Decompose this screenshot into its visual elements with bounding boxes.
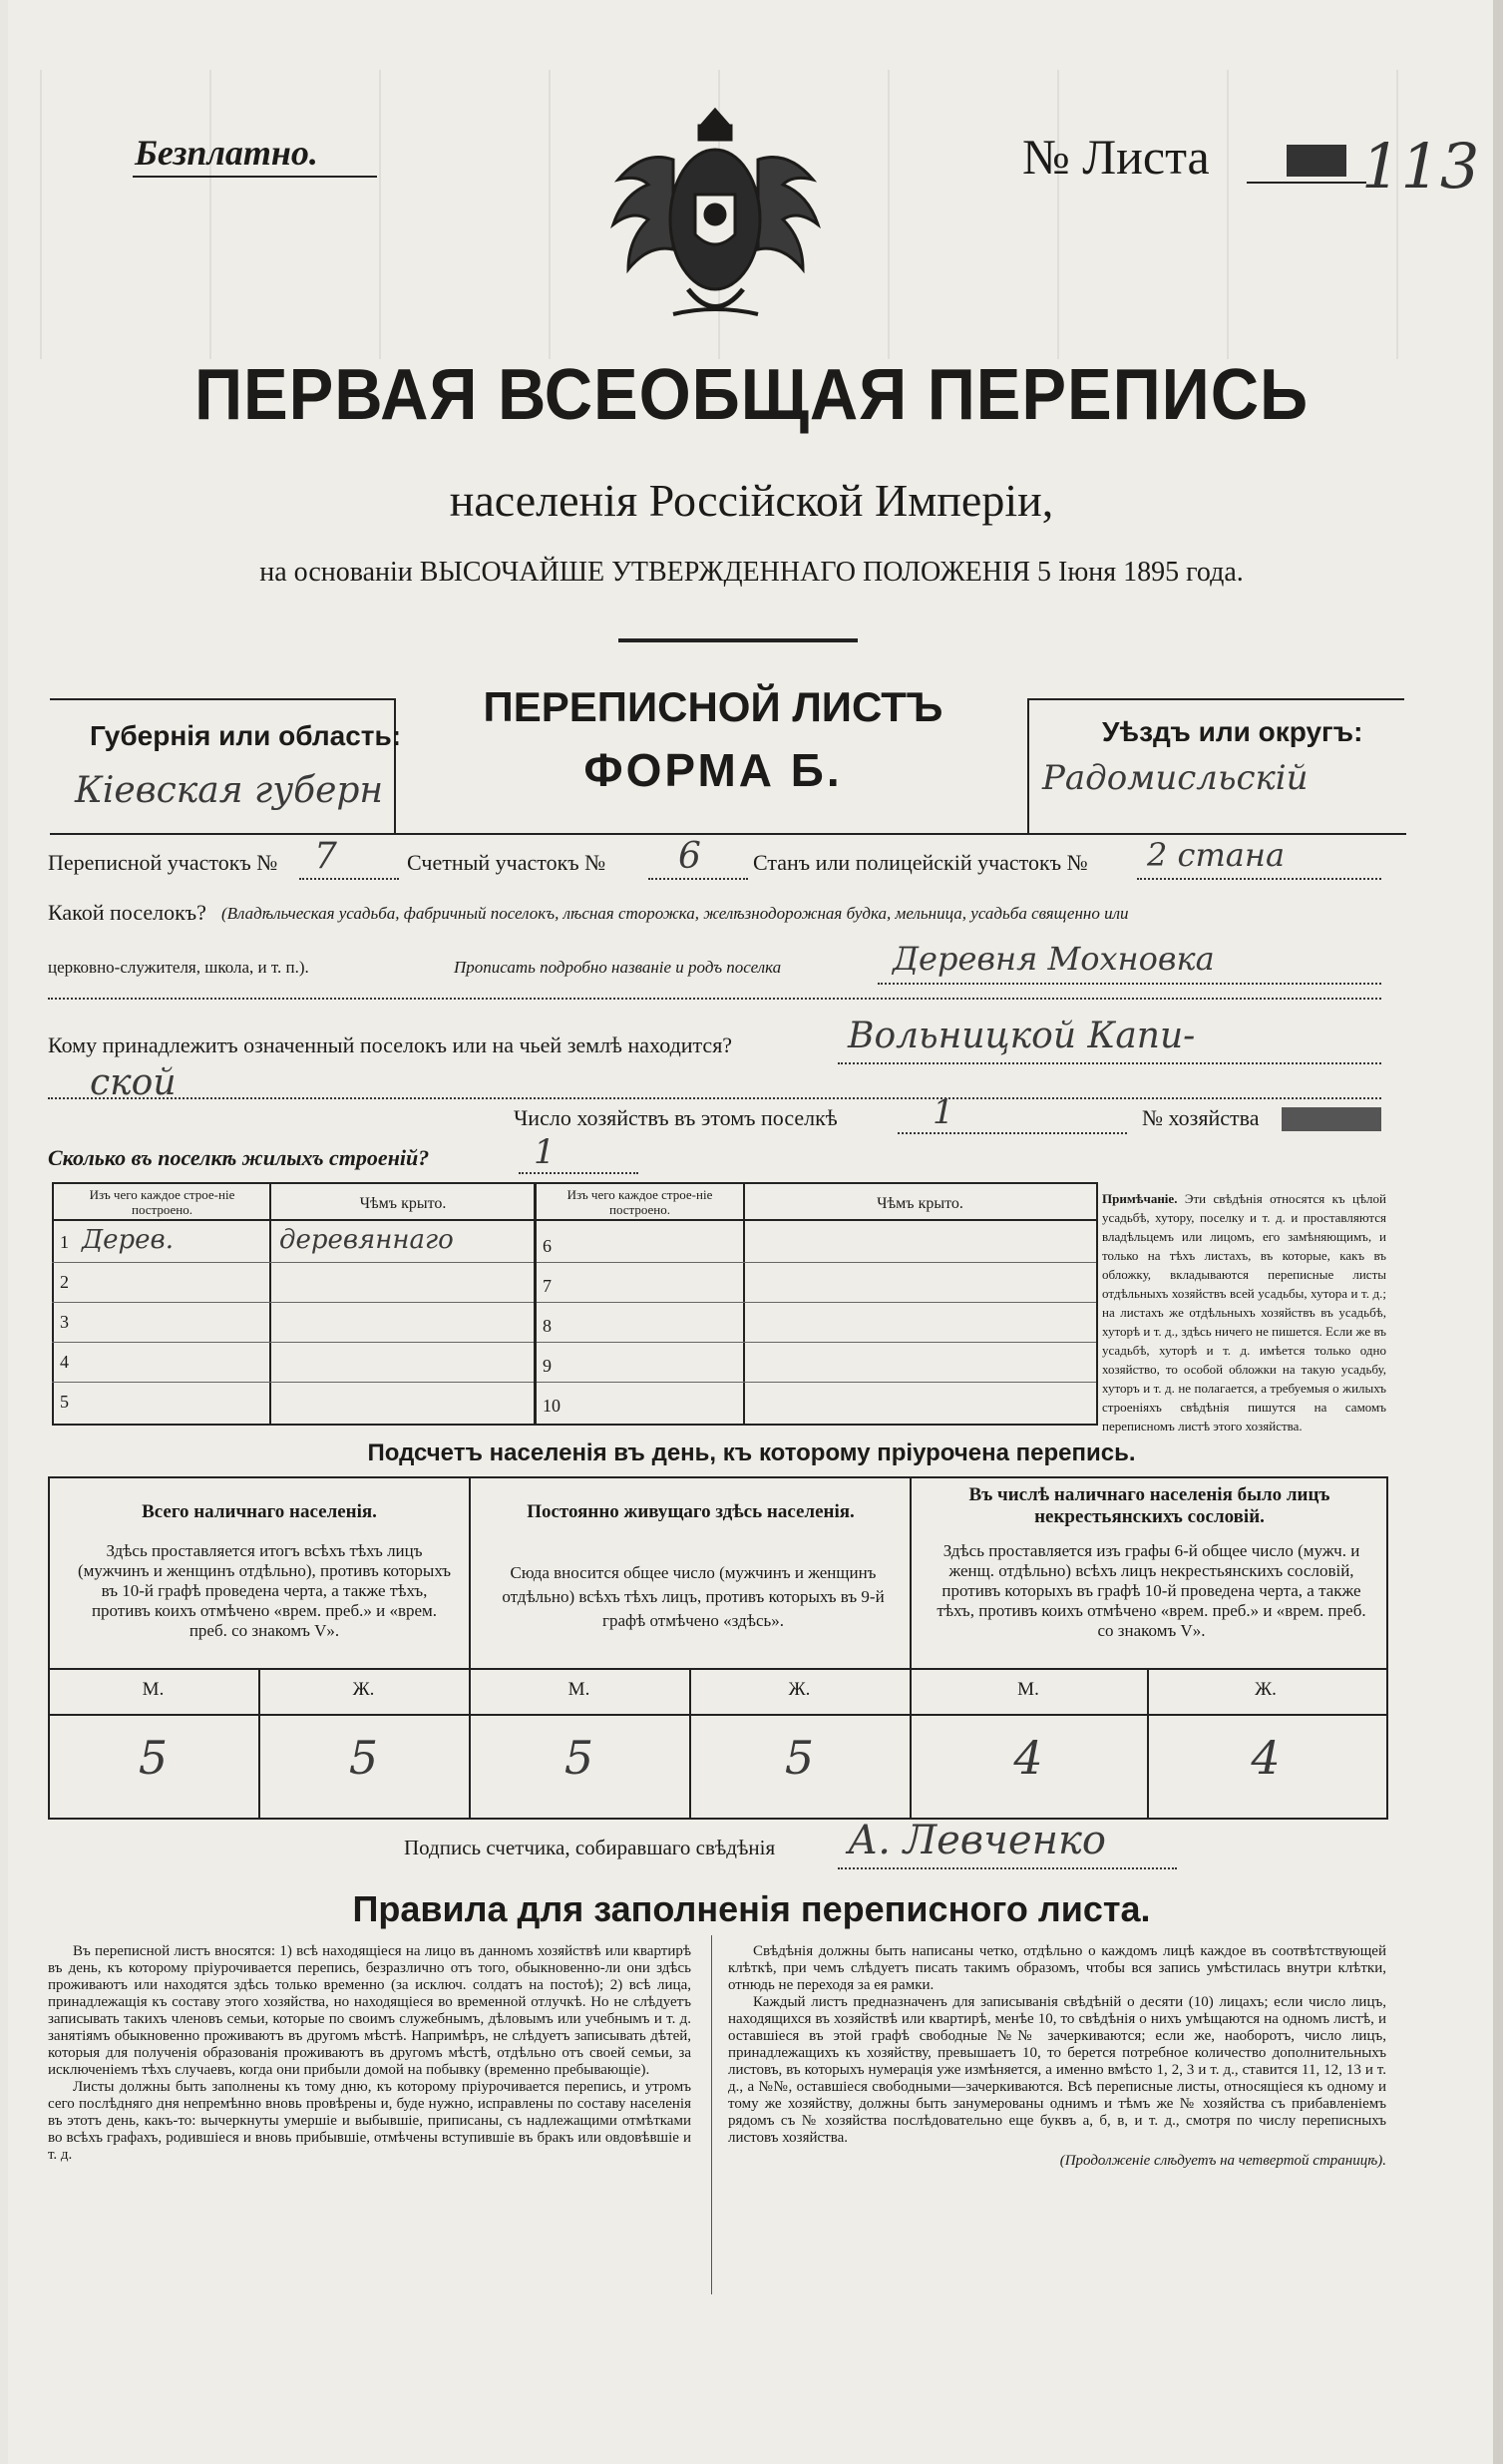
pop-value-nonpeasant-m: 4 — [1013, 1731, 1043, 1785]
settlement-value: Деревня Мохновка — [893, 940, 1215, 978]
pop-f-label-3: Ж. — [1255, 1679, 1277, 1700]
buildings-col-material-left: Изъ чего каждое строе-ніе построено. — [89, 1187, 235, 1217]
row-number: 5 — [60, 1392, 69, 1412]
free-underline — [133, 176, 377, 178]
row-number: 3 — [60, 1312, 69, 1332]
rules-right-paragraph-2: Каждый листъ предназначенъ для записыванія свѣдѣній о десяти (10) лицахъ; если число лицъ, находящихся въ хозяйствѣ или квартирѣ, менѣе 10, то свѣдѣнія о нихъ умѣщаются на одномъ листѣ, и оставшіеся въ этой графѣ свободные №№ зачеркиваются; если же, наоборотъ, число лицъ, принадлежащихъ къ хозяйству, превышаетъ 10, то берется потребное количество дополнительныхъ листовъ, въ которыхъ нумерація уже измѣняется, а именно вмѣсто 1, 2, 3 и т. д., ставится 11, 12, 13 и т. д., а №№, оставшіеся свободными—зачеркиваются. Всѣ переписные листы, относящіеся къ одному и тому же хозяйству, должны быть занумерованы однимъ и тѣмъ же № хозяйства съ прибавленіемъ рядомъ съ № хозяйства послѣдовательно еще буквъ а, б, в, и т. д., смотря по числу переписныхъ листовъ хозяйства. — [728, 1994, 1386, 2146]
table-row — [52, 1222, 534, 1263]
signature-value: А. Левченко — [848, 1818, 1106, 1863]
table-row — [537, 1302, 1096, 1343]
main-title: ПЕРВАЯ ВСЕОБЩАЯ ПЕРЕПИСЬ — [193, 355, 1310, 435]
settlement-line — [878, 983, 1381, 985]
pop-value-total-m: 5 — [138, 1731, 169, 1785]
row-number: 7 — [543, 1276, 552, 1296]
owner-value-1: Вольницкой Капи- — [848, 1016, 1196, 1056]
row-number: 1 — [60, 1232, 69, 1252]
count-section-label: Счетный участокъ № — [407, 850, 606, 875]
population-title: Подсчетъ населенія въ день, къ которому пріурочена перепись. — [367, 1439, 1136, 1466]
sheet-number-label: № Листа — [1022, 129, 1210, 185]
pop-mf-rule-top — [48, 1668, 1386, 1670]
signature-line — [838, 1867, 1177, 1869]
rules-column-divider — [711, 1935, 712, 2294]
pop-m-label-2: М. — [567, 1679, 590, 1700]
rules-continued: (Продолженіе слѣдуетъ на четвертой страницѣ). — [1059, 2153, 1386, 2169]
table-row — [52, 1342, 534, 1383]
rules-left-column — [48, 1943, 691, 2164]
form-box-divider-left — [394, 698, 396, 833]
page-edge — [1493, 0, 1503, 2464]
camp-label: Станъ или полицейскій участокъ № — [753, 850, 1088, 875]
table-row — [52, 1302, 534, 1343]
owner-value-2: ской — [90, 1062, 177, 1103]
table-row — [537, 1342, 1096, 1383]
row-number: 6 — [543, 1236, 552, 1256]
pop-col2-head: Постоянно живущаго здѣсь населенія. — [527, 1501, 855, 1522]
pop-col2-text: Сюда вносится общее число (мужчинъ и женщинъ отдѣльно) всѣхъ тѣхъ лицъ, противъ которыхъ въ 9-й графѣ отмѣчено «здѣсь». — [502, 1563, 885, 1630]
household-no-label: № хозяйства — [1142, 1105, 1260, 1130]
camp-line — [1137, 878, 1381, 880]
sheet-number-strike — [1287, 145, 1346, 177]
note-title: Примѣчаніе. — [1102, 1191, 1178, 1206]
table-row — [537, 1382, 1096, 1422]
row-material: Дерев. — [82, 1225, 174, 1255]
buildings-table-header-rule — [52, 1219, 1096, 1221]
rules-right-paragraph-1: Свѣдѣнія должны быть написаны четко, отдѣльно о каждомъ лицѣ каждое въ соотвѣтствующей клѣткѣ, при чемъ слѣдуетъ писать такимъ образомъ, чтобы вся запись умѣстилась внутри клѣтки, отнюдь не переходя за ея рамки. — [728, 1943, 1386, 1993]
pop-value-nonpeasant-f: 4 — [1251, 1731, 1281, 1785]
census-section-line — [299, 878, 399, 880]
buildings-line — [519, 1172, 638, 1174]
form-box-divider-right — [1027, 698, 1029, 833]
form-box-top-left — [50, 698, 394, 700]
pop-col3-head: Въ числѣ наличнаго населенія было лицъ некрестьянскихъ сословій. — [968, 1484, 1330, 1527]
pop-m-label-3: М. — [1017, 1679, 1039, 1700]
free-stamp: Безплатно. — [135, 133, 318, 173]
rules-left-paragraph-2: Листы должны быть заполнены къ тому дню, къ которому пріурочивается перепись, и утромъ сего послѣдняго дня непремѣнно вновь провѣрены и, буде нужно, исправлены по составу населенія въ этотъ день, какъ-то: вычеркнуты умершіе и выбывшіе, приписаны, съ надлежащими отмѣтками во всѣхъ графахъ, родившіеся и вновь прибывшіе, отмѣчены вступившіе въ бракъ или овдовѣвшіе и т. д. — [48, 2079, 691, 2163]
buildings-col-roof-left: Чѣмъ крыто. — [359, 1195, 447, 1212]
row-number: 4 — [60, 1352, 69, 1372]
households-value: 1 — [933, 1092, 954, 1132]
subtitle: населенія Россійской Имперіи, — [449, 475, 1054, 526]
table-row — [52, 1262, 534, 1303]
rules-left-paragraph-1: Въ переписной листъ вносятся: 1) всѣ находящіеся на лицо въ данномъ хозяйствѣ или квартирѣ въ день, къ которому пріурочивается перепись, безразлично отъ того, обыкновенно-ли они здѣсь проживаютъ или находятся здѣсь только временно (за исключ. солдатъ на постоѣ); 2) всѣ лица, принадлежащія къ составу этого хозяйства, но находящіеся во временной отлучкѣ. Но не слѣдуетъ записывать такихъ членовъ семьи, которые по своимъ служебнымъ, дѣловымъ или учебнымъ и т. д. занятіямъ обыкновенно проживаютъ въ другомъ мѣстѣ. Напримѣръ, не слѣдуетъ записывать дѣтей, которыя для полученія образованія проживаютъ въ другомъ мѣстѣ, отдѣльно отъ своей семьи, за исключеніемъ тѣхъ случаевъ, когда они прибыли домой на побывку (временно пребывающіе). — [48, 1943, 691, 2078]
households-line — [898, 1132, 1127, 1134]
settlement-instruction: Прописать подробно названіе и родъ поселка — [454, 958, 782, 977]
row-number: 9 — [543, 1356, 552, 1376]
title-divider — [618, 638, 858, 642]
count-section-line — [648, 878, 748, 880]
census-section-value: 7 — [314, 836, 337, 877]
buildings-label: Сколько въ поселкѣ жилыхъ строеній? — [48, 1145, 430, 1170]
district-value: Радомисльскiй — [1042, 758, 1309, 798]
pop-col3-text: Здѣсь проставляется изъ графы 6-й общее число (мужч. и женщ. отдѣльно) всѣхъ лицъ некрестьянскихъ сословій, противъ которыхъ въ графѣ 10-й проведена черта, а также тѣхъ, противъ коихъ отмѣчено «врем. преб.» и «врем. преб. со знакомъ V». — [937, 1541, 1366, 1640]
census-section-label: Переписной участокъ № — [48, 850, 278, 875]
form-name: ПЕРЕПИСНОЙ ЛИСТЪ — [483, 683, 943, 730]
pop-value-permanent-m: 5 — [564, 1731, 594, 1785]
buildings-col-material-right: Изъ чего каждое строе-ніе построено. — [566, 1187, 713, 1217]
pop-col1-head: Всего наличнаго населенія. — [142, 1501, 377, 1522]
rules-title: Правила для заполненія переписного листа. — [352, 1888, 1151, 1929]
sheet-number-underline — [1247, 182, 1366, 184]
legal-basis: на основаніи ВЫСОЧАЙШЕ УТВЕРЖДЕННАГО ПОЛОЖЕНІЯ 5 Іюня 1895 года. — [259, 557, 1244, 588]
household-no-redacted — [1282, 1107, 1381, 1131]
table-row — [537, 1222, 1096, 1263]
pop-m-label-1: М. — [142, 1679, 165, 1700]
settlement-hint-1: (Владѣльческая усадьба, фабричный поселокъ, лѣсная сторожка, желѣзнодорожная будка, мельница, усадьба священно или — [221, 904, 1129, 923]
camp-value: 2 стана — [1147, 836, 1286, 874]
buildings-value: 1 — [534, 1132, 556, 1172]
form-box-bottom — [50, 833, 1406, 835]
owner-line-2 — [48, 1097, 1381, 1099]
row-number: 8 — [543, 1316, 552, 1336]
pop-value-permanent-f: 5 — [784, 1731, 815, 1785]
pop-col1-text: Здѣсь проставляется итогъ всѣхъ тѣхъ лицъ (мужчинъ и женщинъ отдѣльно), противъ которыхъ въ 10-й графѣ проведена черта, а также тѣхъ, противъ коихъ отмѣчено «врем. преб.» и «врем. преб. со знакомъ V». — [78, 1541, 451, 1640]
buildings-note — [1102, 1189, 1386, 1436]
row-number: 2 — [60, 1272, 69, 1292]
settlement-question: Какой поселокъ? — [48, 900, 206, 925]
households-label: Число хозяйствъ въ этомъ поселкѣ — [514, 1105, 838, 1130]
coat-of-arms-emblem — [603, 100, 828, 339]
sheet-number-value: 113 — [1361, 130, 1480, 203]
pop-mf-rule-mid — [48, 1714, 1386, 1716]
form-box-top-right — [1027, 698, 1404, 700]
owner-line — [838, 1062, 1381, 1064]
pop-f-label-2: Ж. — [788, 1679, 811, 1700]
pop-f-label-1: Ж. — [352, 1679, 375, 1700]
pop-value-total-f: 5 — [348, 1731, 379, 1785]
signature-label: Подпись счетчика, собиравшаго свѣдѣнія — [404, 1836, 776, 1859]
row-number: 10 — [543, 1396, 561, 1416]
settlement-hint-2: церковно-служителя, школа, и т. п.). — [48, 958, 309, 977]
province-label: Губернія или область: — [90, 720, 402, 751]
owner-question: Кому принадлежитъ означенный поселокъ или на чьей землѣ находится? — [48, 1032, 733, 1057]
count-section-value: 6 — [678, 836, 701, 877]
rules-right-column — [728, 1943, 1386, 2170]
row-roof: деревяннаго — [279, 1225, 454, 1255]
table-row — [537, 1262, 1096, 1303]
buildings-col-roof-right: Чѣмъ крыто. — [877, 1195, 963, 1212]
settlement-line-2 — [48, 998, 1381, 1000]
province-value: Кiевская губерн — [75, 770, 384, 811]
form-code: ФОРМА Б. — [583, 744, 843, 796]
note-text: Эти свѣдѣнія относятся къ цѣлой усадьбѣ, хутору, поселку и т. д. и проставляются владѣльцемъ или лицомъ, его замѣняющимъ, и только на тѣхъ листахъ, въ которые, какъ въ обложку, вкладываются переписные листы отдѣльныхъ хозяйствъ всей усадьбы, хутора и т. д.; на листахъ же отдѣльныхъ хозяйствъ въ усадьбѣ, хуторѣ и т. д., здѣсь ничего не пишется. Если же въ усадьбѣ, хуторѣ и т. д. имѣется только одно хозяйство, то особой обложки на такую усадьбу, хуторъ и т. д. не полагается, а требуемыя о жилыхъ строеніяхъ свѣдѣнія пишутся на самомъ переписномъ листѣ этого хозяйства. — [1102, 1191, 1386, 1434]
table-row — [52, 1382, 534, 1422]
district-label: Уѣздъ или округъ: — [1102, 716, 1363, 747]
